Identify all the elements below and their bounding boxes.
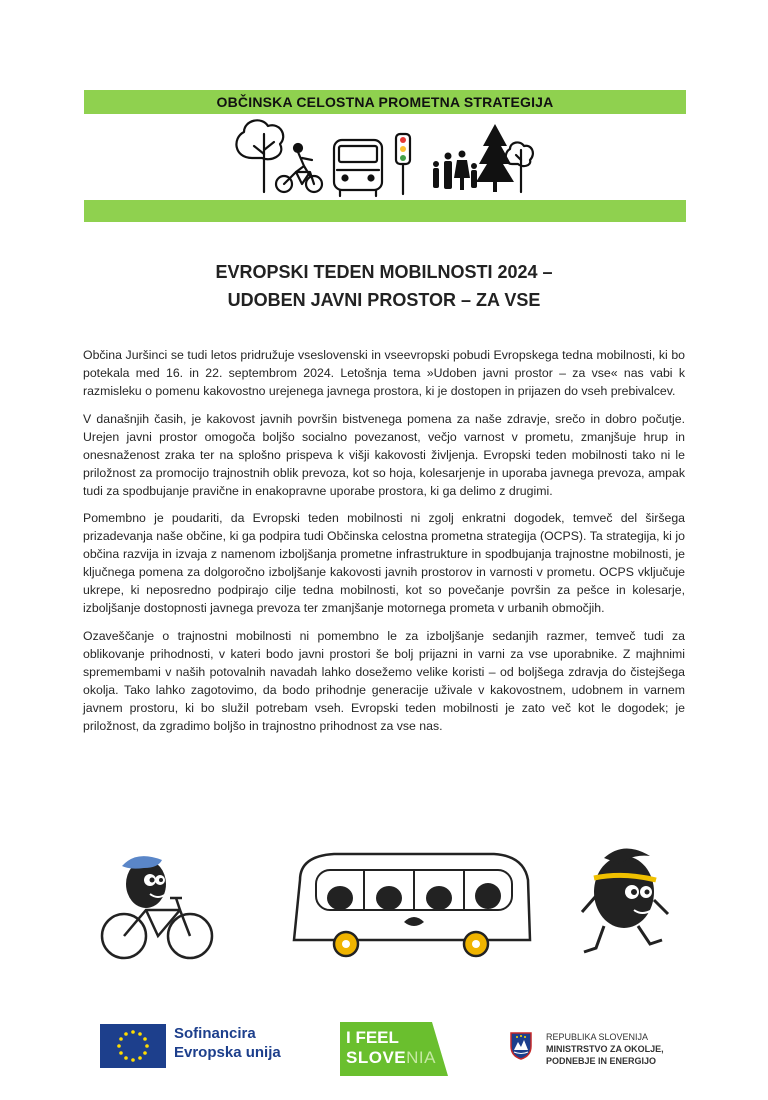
tree-icon bbox=[506, 142, 533, 192]
paragraph: V današnjih časih, je kakovost javnih površin bistvenega pomena za naše zdravje, srečo in dobro počutje. Urejen javni prostor omogoča boljšo socialno povezanost, večjo varnost v prometu, zmanjšuje hrup in onesnaženost zraka ter na splošno prispeva k višji kakovosti življenja. Evropski teden mobilnosti tako ni le priložnost za promocijo trajnostnih oblik prevoza, kot so hoja, kolesarjenje in uporaba javnega prevoza, ampak tudi za spodbujanje pravične in enakopravne uporabe prostora, ki ga delimo z drugimi. bbox=[83, 411, 685, 498]
ifeel-nia: NIA bbox=[406, 1048, 436, 1067]
cyclist-character bbox=[102, 856, 212, 958]
rs-line-3: PODNEBJE IN ENERGIJO bbox=[546, 1056, 657, 1066]
document-title bbox=[0, 258, 768, 314]
mobility-illustration bbox=[84, 840, 684, 970]
eu-line-2: Evropska unija bbox=[174, 1044, 281, 1061]
eu-flag-icon bbox=[100, 1024, 166, 1068]
pine-tree-icon bbox=[476, 124, 514, 192]
ifeel-line-2 bbox=[346, 1048, 436, 1068]
paragraph: Pomembno je poudariti, da Evropski teden mobilnosti ni zgolj enkratni dogodek, temveč del širšega prizadevanja naše občine, ki ga podpira tudi Občinska celostna prometna strategija (OCPS). Ta strategija, ki jo občina razvija in izvaja z namenom izboljšanja prometne infrastrukture in spodbujanja trajnostne mobilnosti, je ključnega pomena za dolgoročno izboljšanje kakovosti javnih prostorov in varnosti v prometu. OCPS vključuje ukrepe, ki neposredno podpirajo cilje tedna mobilnosti, kot so povečanje površin za pešce in kolesarje, izboljšanje dostopnosti javnega prevoza ter zmanjšanje motornega prometa v urbanih območjih. bbox=[83, 511, 685, 615]
slovenia-coat-of-arms-icon bbox=[510, 1032, 532, 1060]
title-line-1: EVROPSKI TEDEN MOBILNOSTI 2024 – bbox=[215, 262, 553, 282]
i-feel-slovenia-text bbox=[346, 1028, 436, 1068]
rs-line-1: REPUBLIKA SLOVENIJA bbox=[546, 1032, 649, 1042]
header-bottom-bar bbox=[84, 200, 686, 222]
eu-cofunding-text bbox=[174, 1024, 281, 1062]
runner-character bbox=[582, 848, 668, 952]
ifeel-slove: SLOVE bbox=[346, 1048, 407, 1067]
cyclist-icon bbox=[276, 144, 322, 192]
family-icon bbox=[433, 151, 477, 191]
rs-line-2: MINISTRSTVO ZA OKOLJE, bbox=[546, 1044, 664, 1054]
paragraph: Ozaveščanje o trajnostni mobilnosti ni pomembno le za izboljšanje sedanjih razmer, temveč tudi za oblikovanje prihodnosti, v kateri bodo javni prostori še bolj prijazni in varni za vse uporabnike. Z majhnimi spremembami v naših potovalnih navadah lahko dosežemo velike koristi – od boljšega zdravja do čistejšega okolja. Tako lahko zagotovimo, da bodo prihodnje generacije uživale v kakovostnem, udobnem in varnem javnem prostoru, ki bo služil potrebam vseh. Evropski teden mobilnosti je zato več kot le dogodek; je priložnost, da zgradimo boljšo in trajnostno prihodnost za vse nas. bbox=[83, 628, 685, 733]
eu-line-1: Sofinancira bbox=[174, 1025, 256, 1042]
strategy-title: OBČINSKA CELOSTNA PROMETNA STRATEGIJA bbox=[216, 94, 554, 110]
ifeel-line-1: I FEEL bbox=[346, 1028, 399, 1047]
ministry-text bbox=[546, 1031, 664, 1067]
header-title-bar bbox=[84, 90, 686, 114]
paragraph: Občina Juršinci se tudi letos pridružuje vseslovenski in vseevropski pobudi Evropskega tedna mobilnosti, ki bo potekala med 16. in 22. septembrom 2024. Letošnja tema »Udoben javni prostor – za vse« nas vabi k razmisleku o pomenu kakovostno urejenega javnega prostora, ki je dostopen in prijazen do vseh prebivalcev. bbox=[83, 348, 685, 398]
document-body bbox=[83, 346, 685, 744]
bus-illustration bbox=[294, 854, 530, 956]
header-illustration bbox=[84, 114, 686, 200]
bus-icon bbox=[334, 140, 382, 196]
title-line-2: UDOBEN JAVNI PROSTOR – ZA VSE bbox=[227, 290, 541, 310]
